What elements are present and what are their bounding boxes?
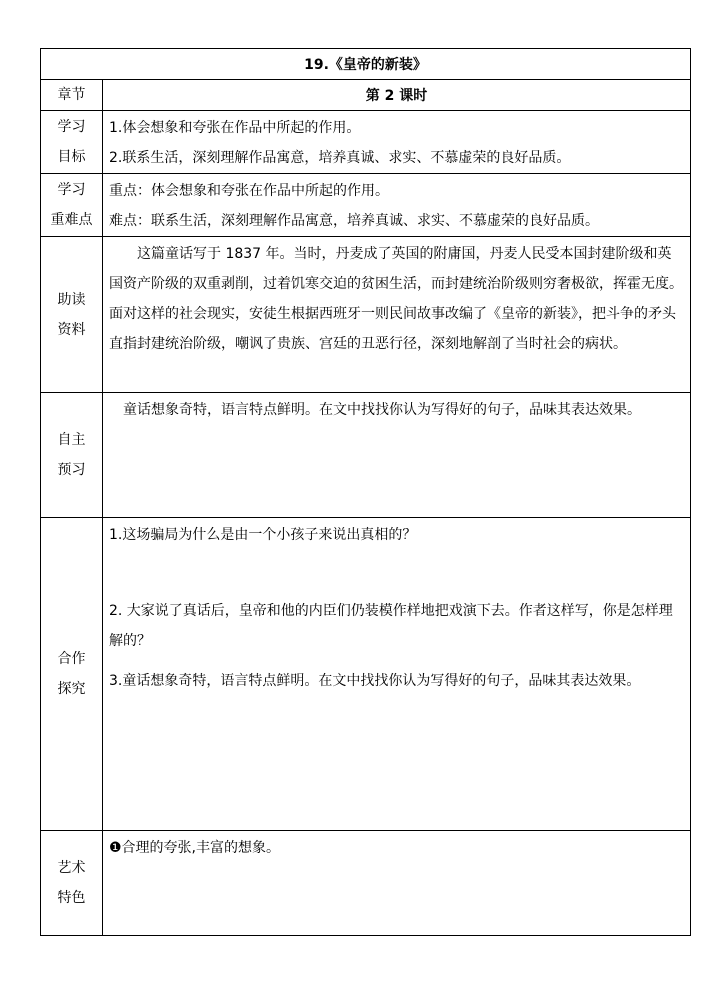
goals-label (41, 111, 103, 174)
explore-label-line-1: 合作 (57, 651, 86, 667)
goal-item: 2.联系生活，深刻理解作品寓意，培养真诚、求实、不慕虚荣的良好品质。 (109, 150, 571, 166)
preview-label-line-1: 自主 (57, 432, 86, 448)
reading-aid-label (41, 237, 103, 393)
explore-label-line-2: 探究 (57, 681, 86, 697)
lesson-plan-table (40, 48, 691, 936)
features-label-line-1: 艺术 (57, 860, 86, 876)
explore-question: 2. 大家说了真话后，皇帝和他的内臣们仍装模作样地把戏演下去。作者这样写，你是怎样理解的？ (109, 603, 673, 649)
explore-question: 3.童话想象奇特，语言特点鲜明。在文中找找你认为写得好的句子，品味其表达效果。 (109, 673, 641, 689)
preview-label (41, 393, 103, 518)
preview-label-line-2: 预习 (57, 462, 86, 478)
chapter-label: 章节 (41, 80, 103, 111)
preview-text: 童话想象奇特，语言特点鲜明。在文中找找你认为写得好的句子，品味其表达效果。 (103, 393, 691, 518)
goals-label-line-2: 目标 (57, 149, 86, 165)
key-points-content (103, 174, 691, 237)
explore-content (103, 518, 691, 831)
goals-content (103, 111, 691, 174)
key-points-label-line-1: 学习 (57, 182, 86, 198)
features-text: ❶合理的夸张,丰富的想象。 (103, 831, 691, 936)
lesson-period: 第 2 课时 (103, 80, 691, 111)
key-points-label (41, 174, 103, 237)
features-label (41, 831, 103, 936)
lesson-title: 19.《皇帝的新装》 (41, 49, 691, 80)
key-point-item: 难点：联系生活，深刻理解作品寓意，培养真诚、求实、不慕虚荣的良好品质。 (109, 213, 599, 229)
goal-item: 1.体会想象和夸张在作品中所起的作用。 (109, 120, 361, 136)
key-point-item: 重点：体会想象和夸张在作品中所起的作用。 (109, 183, 389, 199)
reading-aid-label-line-2: 资料 (57, 321, 86, 338)
reading-aid-label-line-1: 助读 (57, 291, 86, 308)
goals-label-line-1: 学习 (57, 119, 86, 135)
features-label-line-2: 特色 (57, 890, 86, 906)
explore-question: 1.这场骗局为什么是由一个小孩子来说出真相的？ (109, 527, 417, 543)
explore-label (41, 518, 103, 831)
reading-aid-text: 这篇童话写于 1837 年。当时，丹麦成了英国的附庸国，丹麦人民受本国封建阶级和英国资产阶级的双重剥削，过着饥寒交迫的贫困生活，而封建统治阶级则穷奢极欲，挥霍无度。面对这样的社会现实，安徒生根据西班牙一则民间故事改编了《皇帝的新装》，把斗争的矛头直指封建统治阶级，嘲讽了贵族、宫廷的丑恶行径，深刻地解剖了当时社会的病状。 (103, 237, 691, 393)
key-points-label-line-2: 重难点 (50, 212, 93, 228)
